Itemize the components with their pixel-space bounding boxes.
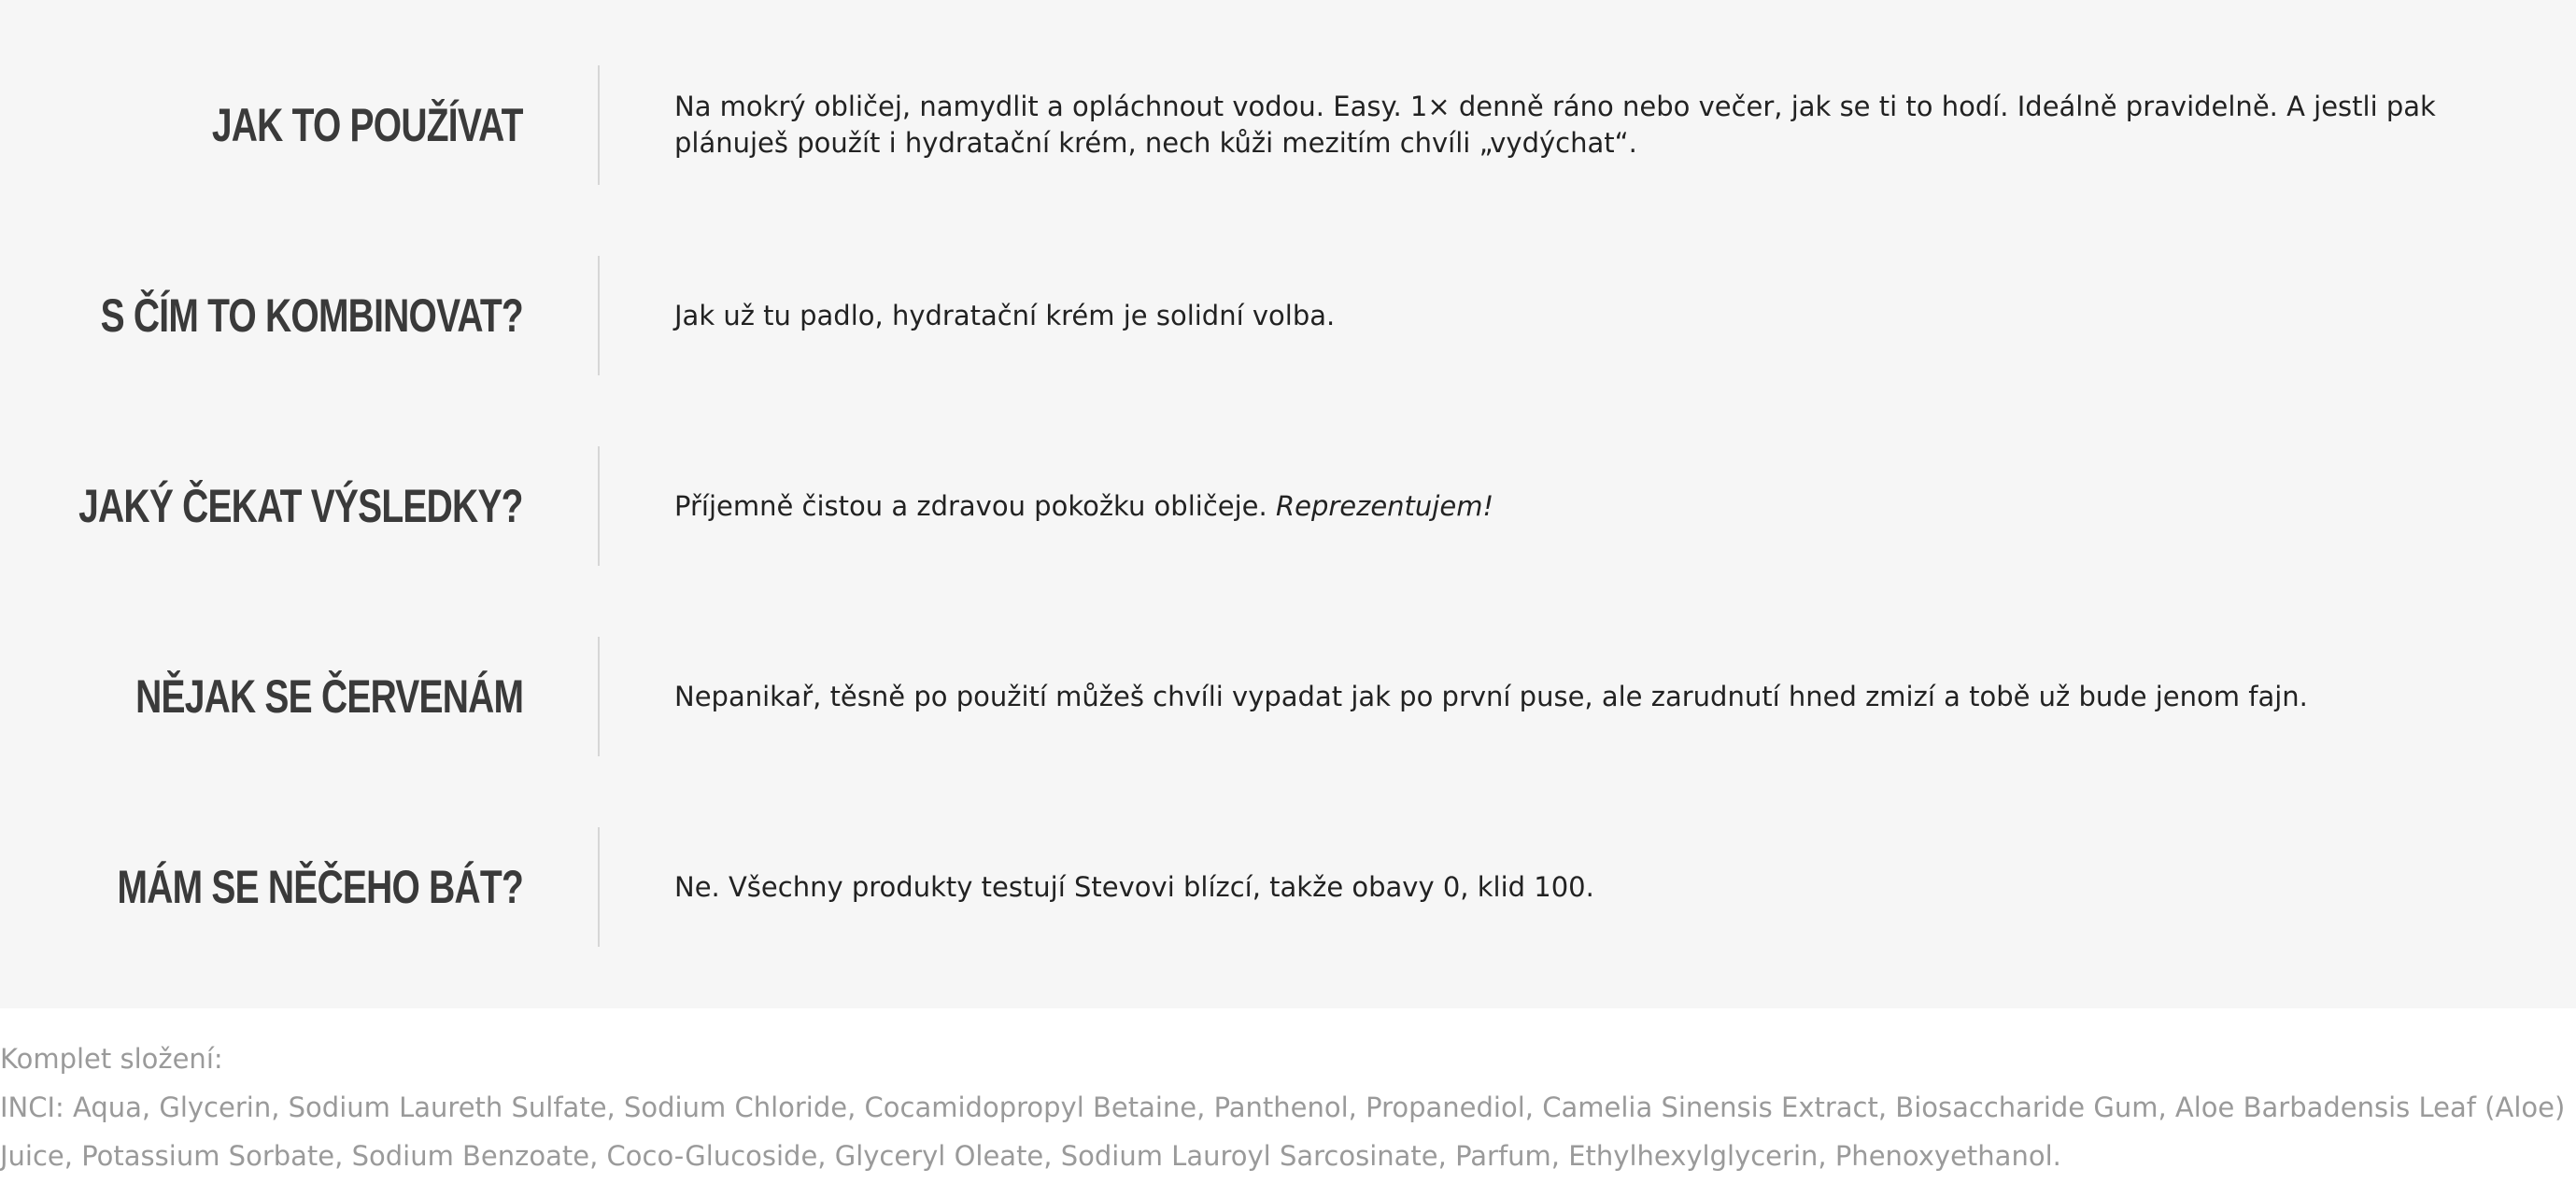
faq-answer — [674, 446, 2449, 566]
faq-question: S ČÍM TO KOMBINOVAT? — [100, 289, 523, 342]
faq-question: NĚJAK SE ČERVENÁM — [134, 670, 523, 723]
faq-divider — [598, 256, 600, 375]
faq-answer-text: Příjemně čistou a zdravou pokožku obličeje. — [674, 489, 1276, 522]
faq-answer-emphasis: Reprezentujem! — [1275, 489, 1494, 522]
faq-divider — [598, 637, 600, 756]
faq-answer — [674, 637, 2449, 756]
faq-answer — [674, 827, 2449, 947]
faq-divider — [598, 446, 600, 566]
faq-item — [0, 65, 2576, 185]
faq-question: JAK TO POUŽÍVAT — [212, 99, 523, 151]
faq-answer-text: Na mokrý obličej, namydlit a opláchnout vodou. Easy. 1× denně ráno nebo večer, jak se ti to hodí. Ideálně pravidelně. A jestli pak plánuješ použít i hydratační krém, nech kůži mezitím chvíli „vydýchat“. — [674, 91, 2436, 159]
faq-item — [0, 256, 2576, 375]
ingredients-block — [0, 1035, 2569, 1180]
faq-item — [0, 637, 2576, 756]
ingredients-heading: Komplet složení: — [0, 1043, 223, 1075]
faq-item — [0, 827, 2576, 947]
faq-question: JAKÝ ČEKAT VÝSLEDKY? — [78, 480, 523, 532]
faq-divider — [598, 65, 600, 185]
faq-answer-text: Nepanikař, těsně po použití můžeš chvíli vypadat jak po první puse, ale zarudnutí hned zmizí a tobě už bude jenom fajn. — [674, 680, 2308, 712]
faq-answer-text: Jak už tu padlo, hydratační krém je solidní volba. — [674, 299, 1336, 331]
ingredients-text: INCI: Aqua, Glycerin, Sodium Laureth Sulfate, Sodium Chloride, Cocamidopropyl Betaine, Panthenol, Propanediol, Camelia Sinensis Extract, Biosaccharide Gum, Aloe Barbadensis Leaf (Aloe) Juice, Potassium Sorbate, Sodium Benzoate, Coco-Glucoside, Glyceryl Oleate, Sodium Lauroyl Sarcosinate, Parfum, Ethylhexylglycerin, Phenoxyethanol. — [0, 1091, 2566, 1172]
faq-divider — [598, 827, 600, 947]
faq-answer — [674, 256, 2449, 375]
faq-item — [0, 446, 2576, 566]
faq-question: MÁM SE NĚČEHO BÁT? — [117, 861, 523, 913]
faq-answer — [674, 65, 2449, 185]
faq-answer-text: Ne. Všechny produkty testují Stevovi blízcí, takže obavy 0, klid 100. — [674, 870, 1594, 903]
